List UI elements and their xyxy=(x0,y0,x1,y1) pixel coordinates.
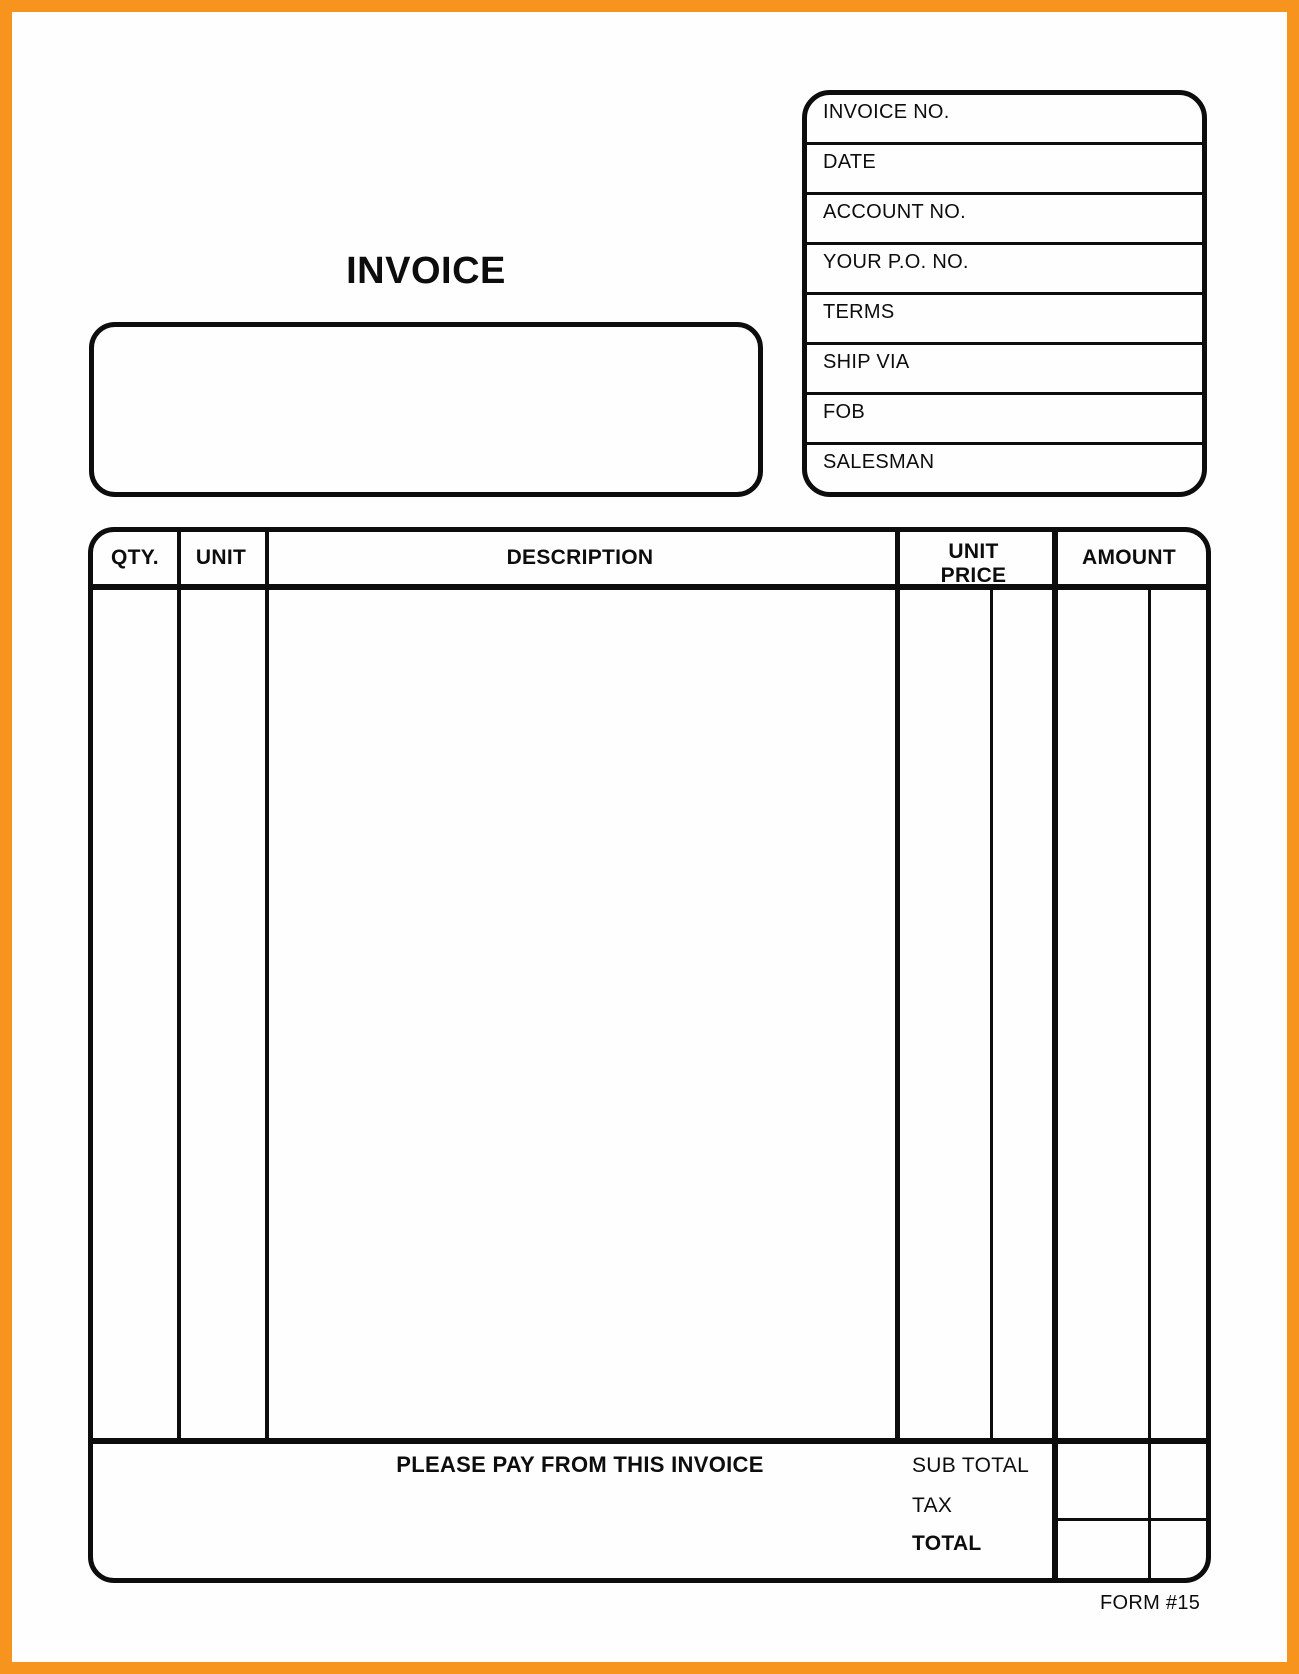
description-column-body[interactable] xyxy=(270,590,895,1438)
qty-column-body[interactable] xyxy=(93,590,177,1438)
invoice-info-box xyxy=(802,90,1207,497)
total-label: TOTAL xyxy=(912,1532,982,1555)
page-title: INVOICE xyxy=(346,250,506,292)
ship-via-label: SHIP VIA xyxy=(823,351,910,373)
account-no-field[interactable] xyxy=(807,192,1202,242)
subtotal-tax-amount-box[interactable] xyxy=(1058,1444,1206,1518)
footer-divider-line xyxy=(93,1438,1206,1444)
sub-total-label: SUB TOTAL xyxy=(912,1454,1030,1477)
bill-to-address-box[interactable] xyxy=(89,322,763,497)
unit-price-column-header: UNIT PRICE xyxy=(940,540,1007,588)
ship-via-field[interactable] xyxy=(807,342,1202,392)
date-field[interactable] xyxy=(807,142,1202,192)
fob-label: FOB xyxy=(823,401,866,423)
qty-column-header: QTY. xyxy=(111,546,159,569)
account-no-label: ACCOUNT NO. xyxy=(823,201,966,223)
unit-column-body[interactable] xyxy=(181,590,265,1438)
terms-label: TERMS xyxy=(823,301,895,323)
line-items-table xyxy=(88,527,1211,1583)
salesman-label: SALESMAN xyxy=(823,451,935,473)
description-column-header: DESCRIPTION xyxy=(506,546,654,569)
unit-price-column-body[interactable] xyxy=(900,590,1052,1438)
tax-label: TAX xyxy=(912,1494,953,1517)
pay-note-text: PLEASE PAY FROM THIS INVOICE xyxy=(396,1452,764,1477)
invoice-no-field[interactable] xyxy=(807,95,1202,142)
amount-column-body[interactable] xyxy=(1058,590,1206,1438)
unit-description-divider-line xyxy=(265,532,269,1444)
total-amount-box[interactable] xyxy=(1058,1521,1206,1578)
salesman-field[interactable] xyxy=(807,442,1202,492)
unit-column-header: UNIT xyxy=(195,546,247,569)
fob-field[interactable] xyxy=(807,392,1202,442)
amount-column-header: AMOUNT xyxy=(1082,546,1176,569)
your-po-no-field[interactable] xyxy=(807,242,1202,292)
terms-field[interactable] xyxy=(807,292,1202,342)
your-po-no-label: YOUR P.O. NO. xyxy=(823,251,969,273)
invoice-no-label: INVOICE NO. xyxy=(823,101,950,123)
date-label: DATE xyxy=(823,151,877,173)
form-number-text: FORM #15 xyxy=(1100,1592,1201,1614)
